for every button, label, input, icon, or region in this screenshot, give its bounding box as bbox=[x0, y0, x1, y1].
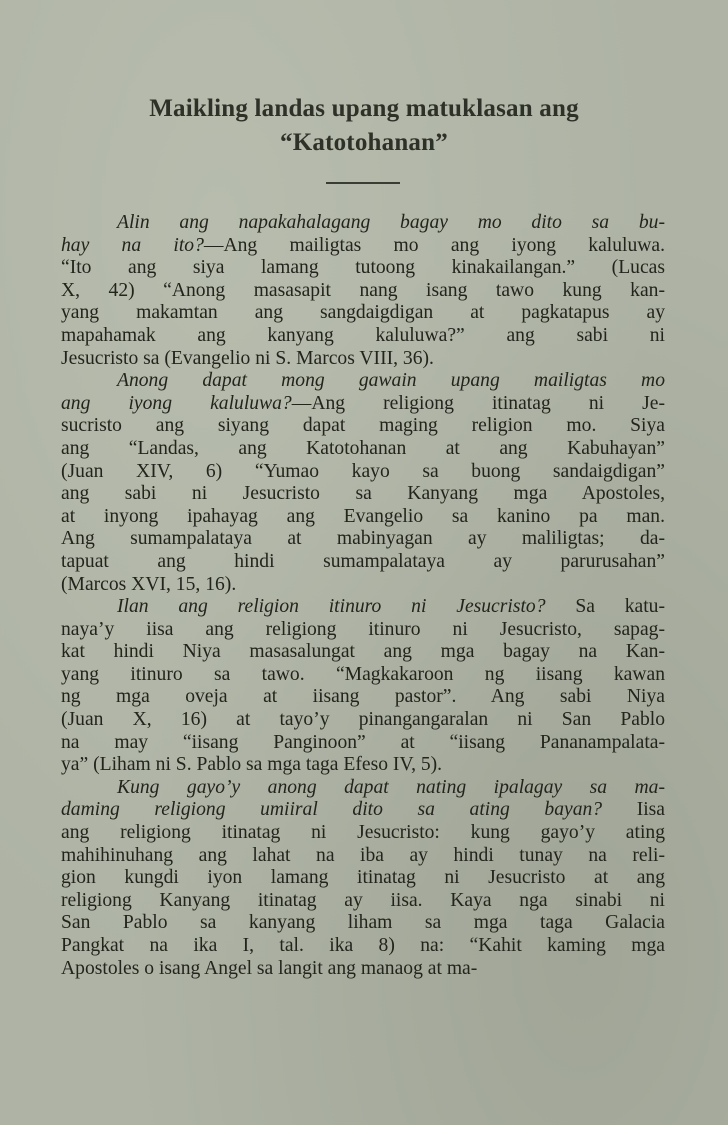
answer-text: ang sabi ni Jesucristo sa Kanyang mga Apostoles, bbox=[61, 483, 665, 505]
answer-text: Pangkat na ika I, tal. ika 8) na: “Kahit kaming mga bbox=[61, 935, 665, 956]
text-line bbox=[61, 596, 665, 619]
answer-text: gion kungdi iyon lamang itinatag ni Jesucristo at ang bbox=[61, 867, 665, 889]
answer-text: ang religiong itinatag ni Jesucristo: kung gayo’y ating bbox=[61, 822, 665, 844]
text-line bbox=[61, 574, 665, 597]
text-line bbox=[61, 257, 665, 280]
text-line bbox=[61, 912, 665, 935]
question-text: daming religiong umiiral dito sa ating bayan? bbox=[61, 799, 603, 821]
question-text: Alin ang napakahalagang bagay mo dito sa bu- bbox=[117, 212, 665, 233]
text-line bbox=[61, 348, 665, 371]
text-line bbox=[61, 393, 665, 416]
answer-text: na may “iisang Panginoon” at “iisang Pananampalata- bbox=[61, 731, 665, 753]
text-line bbox=[61, 777, 665, 800]
answer-text: (Marcos XVI, 15, 16). bbox=[61, 573, 237, 595]
text-line bbox=[61, 438, 665, 461]
body-text bbox=[61, 212, 665, 980]
answer-text: Apostoles o isang Angel sa langit ang manaog at ma- bbox=[61, 957, 478, 979]
text-line bbox=[61, 619, 665, 642]
answer-text: Ang sumampalataya at mabinyagan ay maliligtas; da- bbox=[61, 528, 665, 550]
answer-text: mapahamak ang kanyang kaluluwa?” ang sabi ni bbox=[61, 324, 665, 346]
answer-text: yang itinuro sa tawo. “Magkakaroon ng iisang kawan bbox=[61, 663, 665, 685]
answer-text: X, 42) “Anong masasapit nang isang tawo kung kan- bbox=[61, 279, 665, 301]
answer-text: naya’y iisa ang religiong itinuro ni Jesucristo, sapag- bbox=[61, 618, 665, 640]
question-text: Anong dapat mong gawain upang mailigtas mo bbox=[117, 370, 665, 392]
answer-text: Jesucristo sa (Evangelio ni S. Marcos VIII, 36). bbox=[61, 347, 434, 369]
text-line bbox=[61, 280, 665, 303]
text-line bbox=[61, 686, 665, 709]
text-line bbox=[61, 212, 665, 235]
answer-text: —Ang mailigtas mo ang iyong kaluluwa. bbox=[203, 234, 665, 256]
answer-text: San Pablo sa kanyang liham sa mga taga Galacia bbox=[61, 912, 665, 934]
text-line bbox=[61, 732, 665, 755]
text-line bbox=[61, 461, 665, 484]
text-line bbox=[61, 641, 665, 664]
title-divider bbox=[326, 182, 400, 184]
answer-text: —Ang religiong itinatag ni Je- bbox=[291, 392, 665, 414]
text-line bbox=[61, 664, 665, 687]
answer-text: at inyong ipahayag ang Evangelio sa kanino pa man. bbox=[61, 505, 665, 527]
answer-text: Sa katu- bbox=[545, 596, 665, 618]
answer-text: Iisa bbox=[602, 799, 665, 821]
text-line bbox=[61, 528, 665, 551]
text-line bbox=[61, 754, 665, 777]
text-line bbox=[61, 958, 665, 981]
answer-text: (Juan XIV, 6) “Yumao kayo sa buong sandaigdigan” bbox=[61, 460, 665, 482]
question-text: Ilan ang religion itinuro ni Jesucristo? bbox=[117, 596, 546, 618]
answer-text: mahihinuhang ang lahat na iba ay hindi tunay na reli- bbox=[61, 844, 665, 866]
answer-text: yang makamtan ang sangdaigdigan at pagkatapus ay bbox=[61, 302, 665, 324]
question-text: Kung gayo’y anong dapat nating ipalagay sa ma- bbox=[117, 776, 665, 798]
text-line bbox=[61, 551, 665, 574]
answer-text: ng mga oveja at iisang pastor”. Ang sabi Niya bbox=[61, 686, 665, 708]
text-line bbox=[61, 415, 665, 438]
title-line-2: “Katotohanan” bbox=[280, 129, 448, 156]
text-line bbox=[61, 845, 665, 868]
text-line bbox=[61, 890, 665, 913]
answer-text: tapuat ang hindi sumampalataya ay parurusahan” bbox=[61, 550, 665, 572]
answer-text: religiong Kanyang itinatag ay iisa. Kaya nga sinabi ni bbox=[61, 889, 665, 911]
answer-text: sucristo ang siyang dapat maging religion mo. Siya bbox=[61, 415, 665, 437]
text-line bbox=[61, 935, 665, 958]
text-line bbox=[61, 302, 665, 325]
text-line bbox=[61, 799, 665, 822]
answer-text: ang “Landas, ang Katotohanan at ang Kabuhayan” bbox=[61, 437, 665, 459]
text-line bbox=[61, 370, 665, 393]
text-line bbox=[61, 483, 665, 506]
title-line-1: Maikling landas upang matuklasan ang bbox=[149, 95, 579, 122]
text-line bbox=[61, 235, 665, 258]
question-text: hay na ito? bbox=[61, 234, 204, 256]
answer-text: ya” (Liham ni S. Pablo sa mga taga Efeso IV, 5). bbox=[61, 754, 443, 776]
answer-text: (Juan X, 16) at tayo’y pinangangaralan ni San Pablo bbox=[61, 709, 665, 731]
page-title bbox=[0, 92, 728, 160]
text-line bbox=[61, 506, 665, 529]
question-text: ang iyong kaluluwa? bbox=[61, 392, 292, 414]
answer-text: “Ito ang siya lamang tutoong kinakailangan.” (Lucas bbox=[61, 257, 665, 279]
text-line bbox=[61, 822, 665, 845]
text-line bbox=[61, 867, 665, 890]
text-line bbox=[61, 325, 665, 348]
answer-text: kat hindi Niya masasalungat ang mga bagay na Kan- bbox=[61, 641, 665, 663]
text-line bbox=[61, 709, 665, 732]
